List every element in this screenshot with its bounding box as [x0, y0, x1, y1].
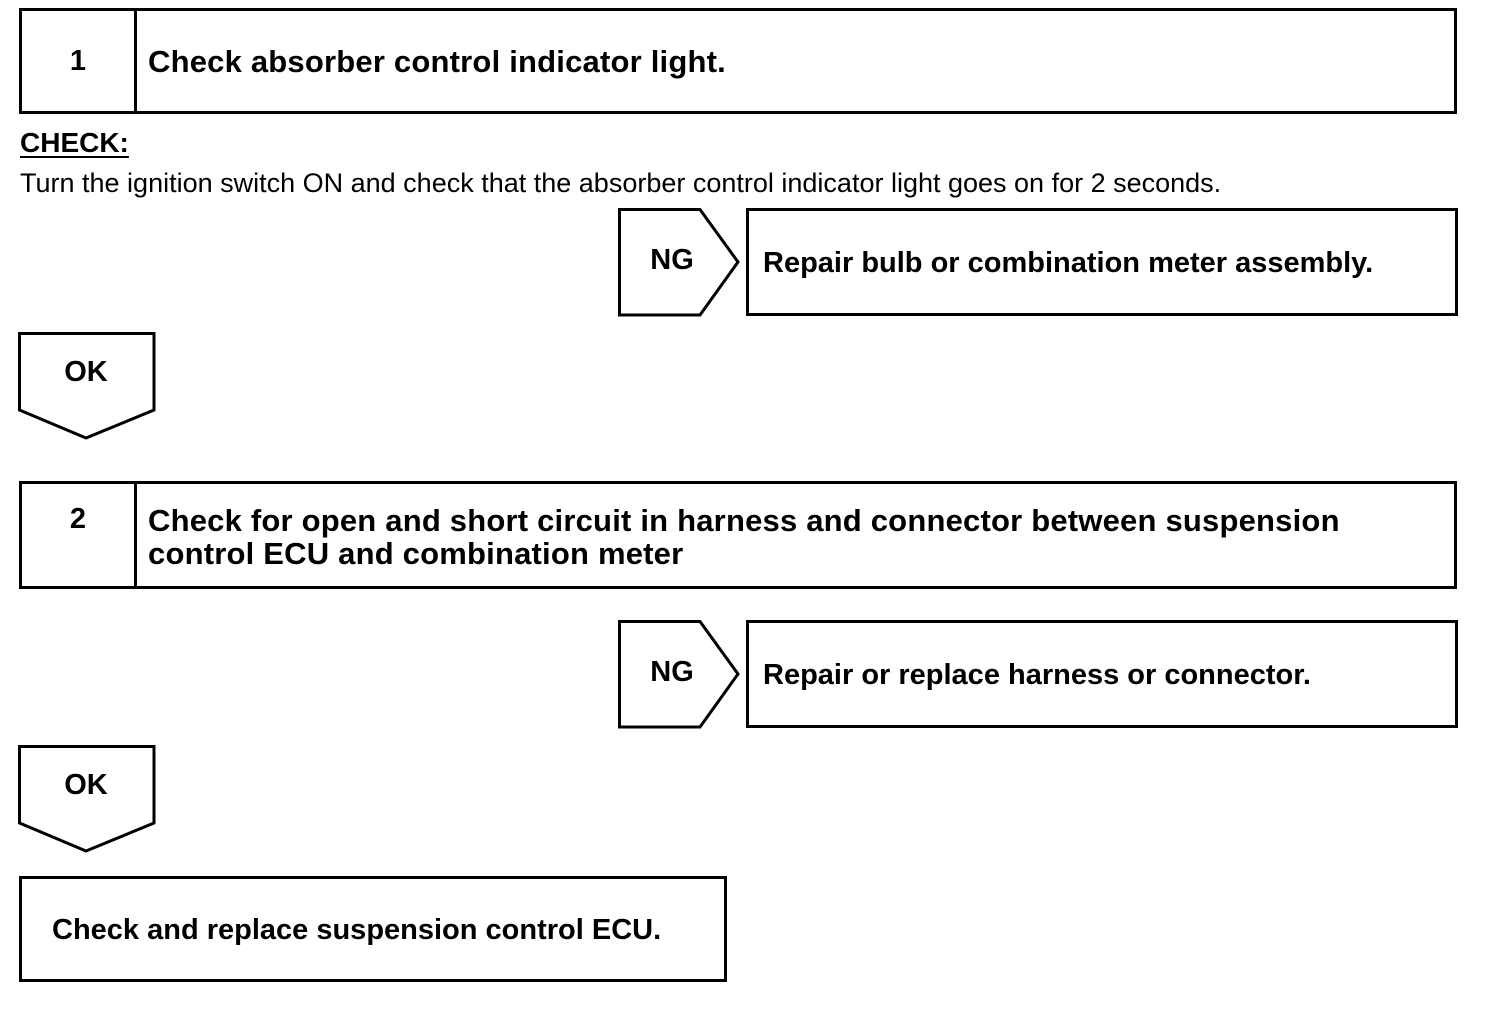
ok-label-2: OK: [64, 769, 108, 801]
ng-label-2: NG: [650, 656, 694, 688]
step-2-title-line-1: Check for open and short circuit in harness and connector between suspension: [148, 503, 1340, 538]
step-1-number: 1: [22, 11, 137, 111]
step-2-title-line-2: control ECU and combination meter: [148, 536, 684, 571]
step-1-title: Check absorber control indicator light.: [148, 44, 726, 79]
step-1-box: [19, 8, 1457, 114]
final-action-text: Check and replace suspension control ECU.: [52, 914, 662, 946]
ng-1-action-text: Repair bulb or combination meter assembly.: [763, 247, 1374, 279]
check-label: CHECK:: [20, 127, 129, 158]
step-2-number: 2: [22, 484, 137, 586]
ng-2-action-box: [746, 620, 1458, 728]
ok-arrow-2: [18, 745, 158, 855]
ng-arrow-1: [618, 208, 744, 318]
ng-1-action-box: [746, 208, 1458, 316]
check-instruction: Turn the ignition switch ON and check that the absorber control indicator light goes on for 2 seconds.: [20, 168, 1222, 198]
ng-label-1: NG: [650, 244, 694, 276]
ok-arrow-1: [18, 332, 158, 442]
step-2-box: [19, 481, 1457, 589]
final-action-box: [19, 876, 727, 982]
ok-label-1: OK: [64, 356, 108, 388]
ng-2-action-text: Repair or replace harness or connector.: [763, 659, 1311, 691]
ng-arrow-2: [618, 620, 744, 730]
